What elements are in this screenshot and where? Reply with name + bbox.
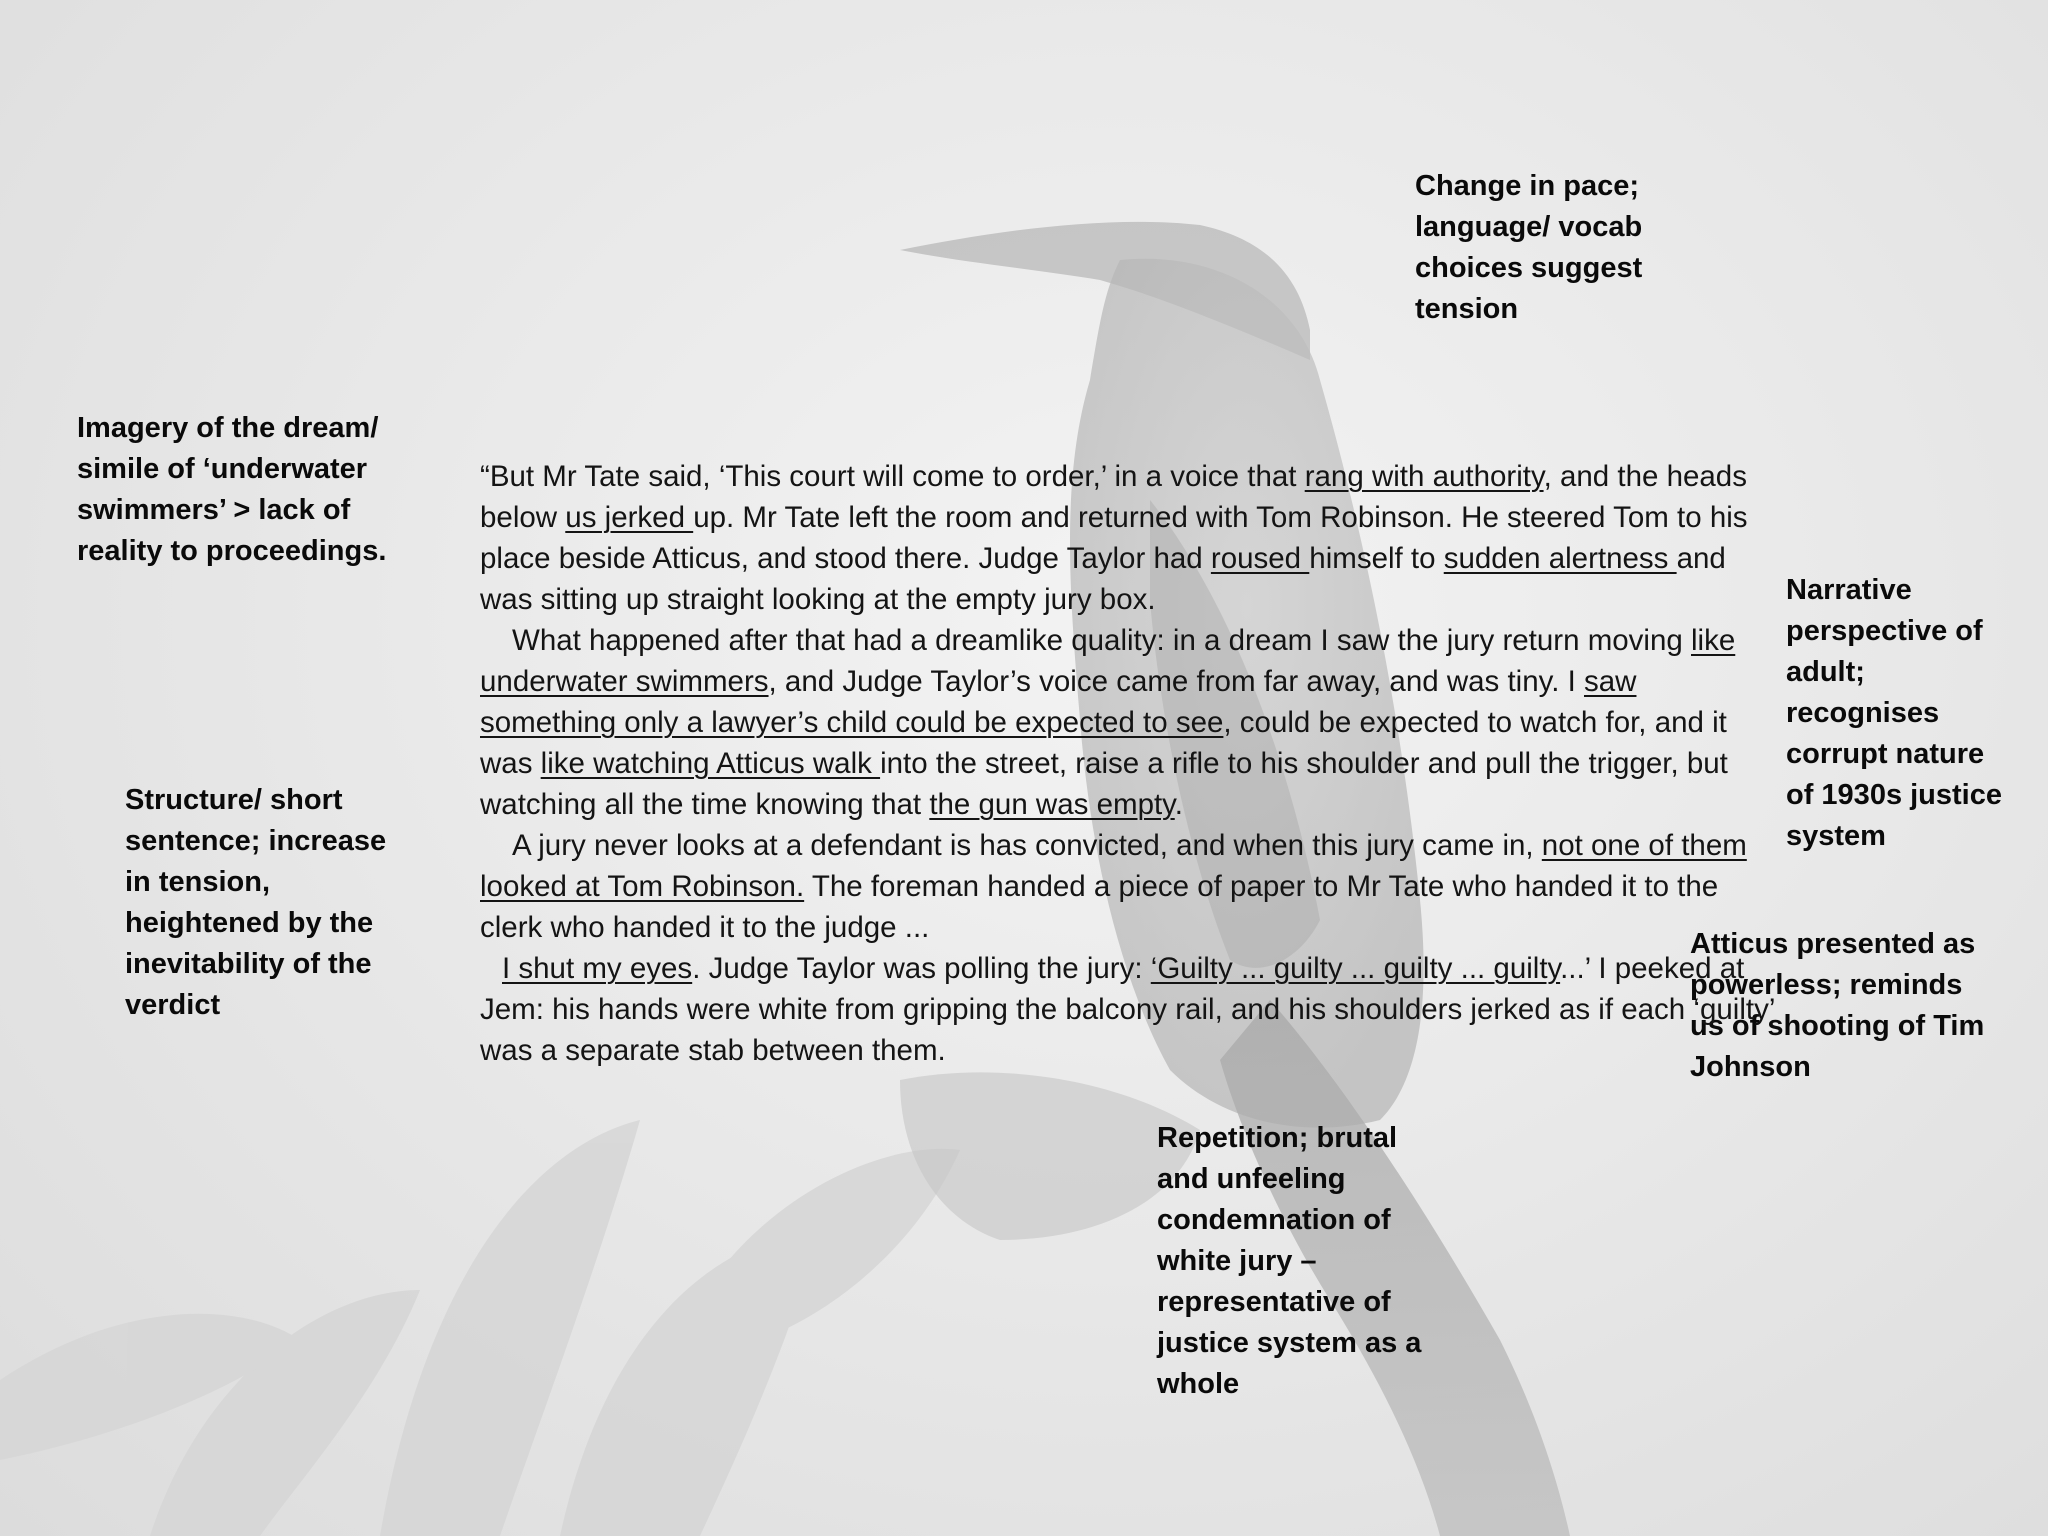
underlined-quote: saw something only a lawyer’s child could be expected to see xyxy=(480,665,1637,739)
passage-text: himself to xyxy=(1309,542,1444,575)
passage-text: “But Mr Tate said, ‘This court will come to order,’ in a voice that xyxy=(480,460,1305,493)
annotation-structure-short-sentence: Structure/ short sentence; increase in tension, heightened by the inevitability of the verdict xyxy=(125,784,387,1021)
passage-text: . Judge Taylor was polling the jury: xyxy=(692,952,1151,985)
passage-text: A jury never looks at a defendant is has convicted, and when this jury came in, xyxy=(512,829,1542,862)
passage-text: . xyxy=(1174,788,1183,821)
underlined-quote: roused xyxy=(1210,542,1310,575)
underlined-quote: like underwater swimmers xyxy=(480,624,1736,698)
passage-paragraph xyxy=(480,825,1780,948)
passage-text: up. Mr Tate left the room and returned with Tom Robinson. He steered Tom to his place beside Atticus, and stood there. Judge Taylor had xyxy=(480,501,1748,575)
passage-paragraph xyxy=(480,456,1780,620)
passage-text: , and the heads below xyxy=(480,460,1747,534)
underlined-quote: us jerked xyxy=(565,501,694,534)
underlined-quote: rang with authority xyxy=(1304,460,1544,493)
underlined-quote: not one of them looked at Tom Robinson. xyxy=(480,829,1747,903)
annotation-change-in-pace: Change in pace; language/ vocab choices suggest tension xyxy=(1415,170,1643,325)
passage-text: and was sitting up straight looking at the empty jury box. xyxy=(480,542,1726,616)
passage-text: The foreman handed a piece of paper to Mr Tate who handed it to the clerk who handed it to the judge ... xyxy=(480,870,1719,944)
annotation-imagery-of-dream: Imagery of the dream/ simile of ‘underwater swimmers’ > lack of reality to proceedings. xyxy=(77,412,387,567)
underlined-quote: sudden alertness xyxy=(1443,542,1677,575)
underlined-quote: ‘Guilty ... guilty ... guilty ... guilty xyxy=(1150,952,1561,985)
quoted-passage xyxy=(480,456,1780,1071)
underlined-quote: the gun was empty xyxy=(929,788,1175,821)
underlined-quote: like watching Atticus walk xyxy=(540,747,881,780)
annotation-narrative-perspective: Narrative perspective of adult; recognises corrupt nature of 1930s justice system xyxy=(1786,574,2002,852)
passage-text: into the street, raise a rifle to his shoulder and pull the trigger, but watching all the time knowing that xyxy=(480,747,1728,821)
annotation-atticus-powerless: Atticus presented as powerless; reminds us of shooting of Tim Johnson xyxy=(1690,928,1985,1083)
passage-text: , and Judge Taylor’s voice came from far away, and was tiny. I xyxy=(768,665,1584,698)
passage-text: , could be expected to watch for, and it was xyxy=(480,706,1727,780)
passage-paragraph xyxy=(480,948,1780,1071)
passage-paragraph xyxy=(480,620,1780,825)
annotation-repetition: Repetition; brutal and unfeeling condemnation of white jury – representative of justice system as a whole xyxy=(1157,1122,1422,1400)
underlined-quote: I shut my eyes xyxy=(502,952,693,985)
passage-text: ...’ I peeked at Jem: his hands were white from gripping the balcony rail, and his shoulders jerked as if each ‘guilty’ was a separate stab between them. xyxy=(480,952,1775,1067)
passage-text: What happened after that had a dreamlike quality: in a dream I saw the jury return moving xyxy=(512,624,1691,657)
